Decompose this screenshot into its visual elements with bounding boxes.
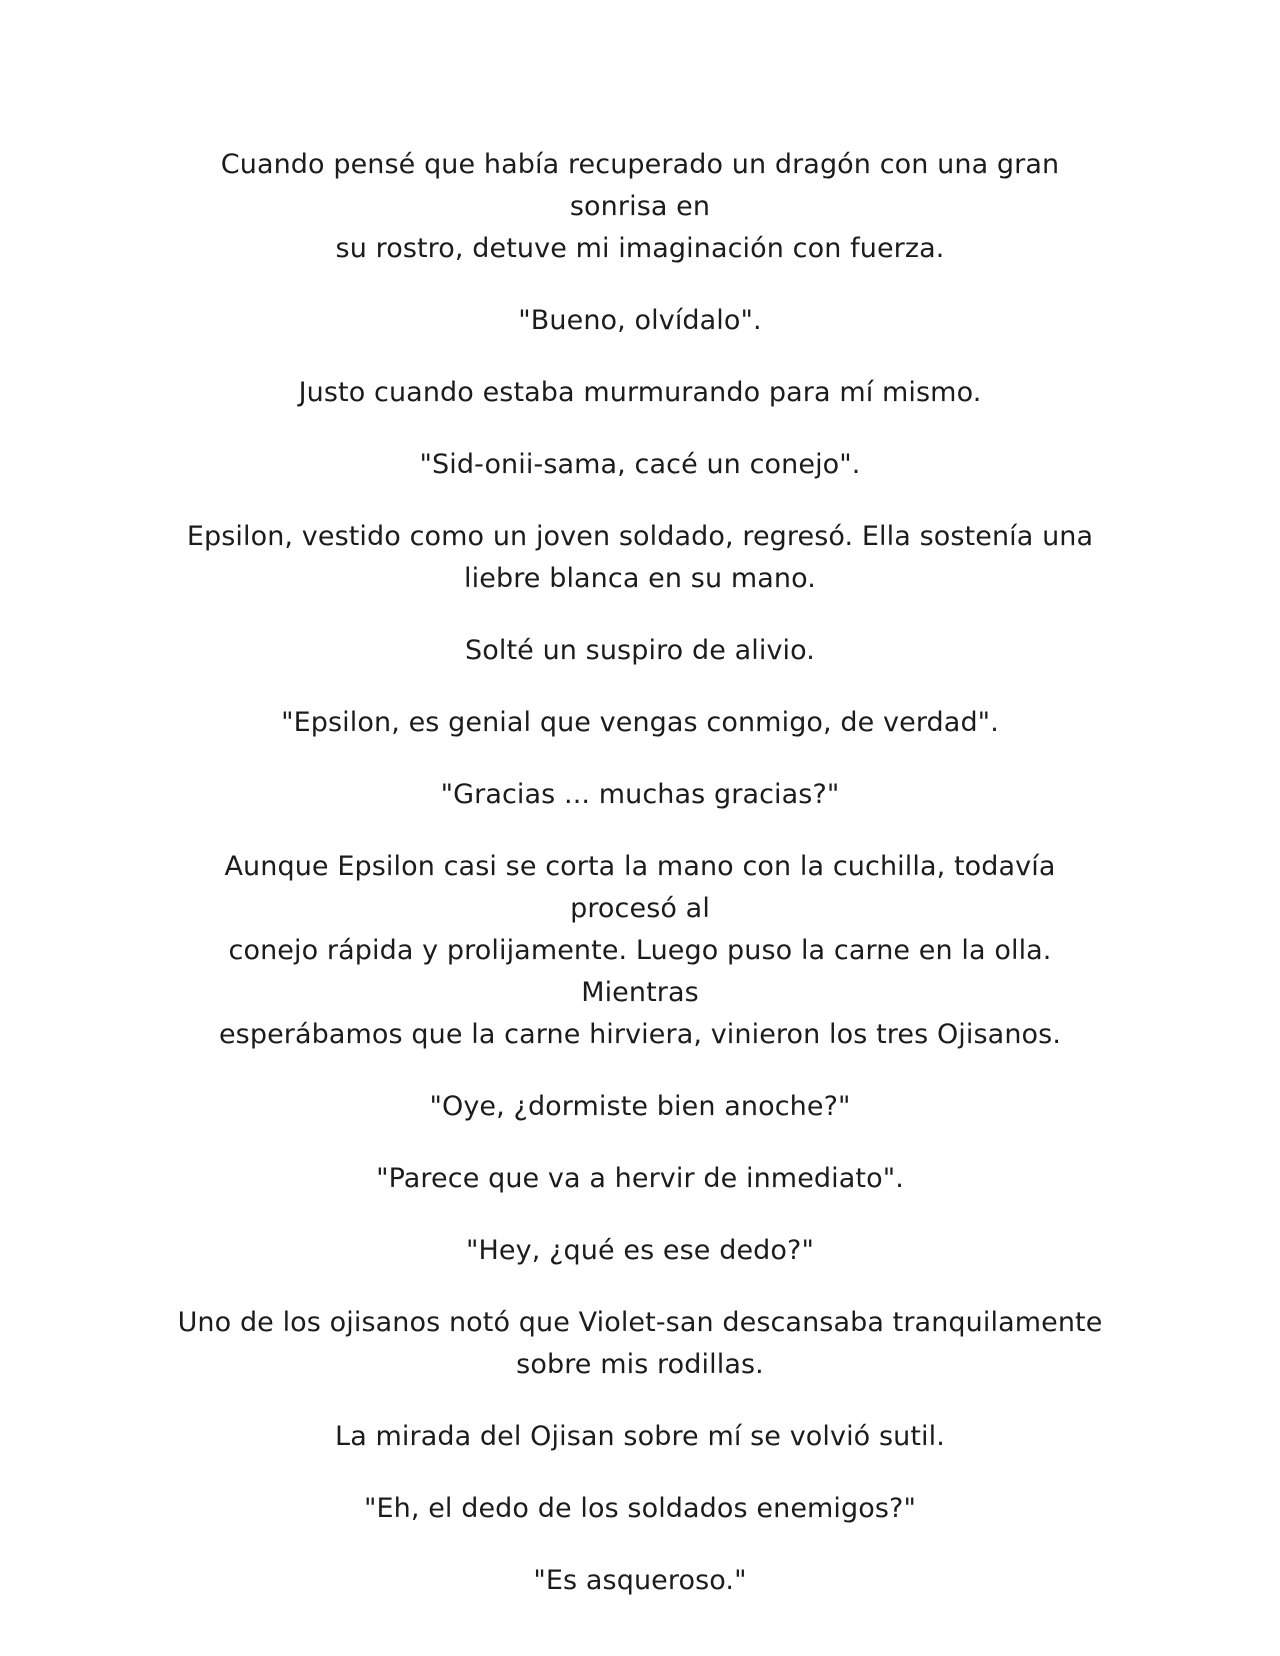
dialogue-line [170, 774, 1110, 816]
paragraph-line: "Hey, ¿qué es ese dedo?" [466, 1235, 814, 1266]
dialogue-line [170, 444, 1110, 486]
paragraph-line: "Epsilon, es genial que vengas conmigo, de verdad". [281, 707, 999, 738]
paragraph-line: "Bueno, olvídalo". [518, 305, 762, 336]
paragraph-line: Cuando pensé que había recuperado un dragón con una gran sonrisa en [220, 149, 1060, 222]
paragraph-line: conejo rápida y prolijamente. Luego puso la carne en la olla. Mientras [228, 935, 1052, 1008]
paragraph-line: "Eh, el dedo de los soldados enemigos?" [363, 1493, 917, 1524]
paragraph-line: liebre blanca en su mano. [464, 563, 816, 594]
dialogue-line [170, 1230, 1110, 1272]
paragraph-line: "Sid-onii-sama, cacé un conejo". [419, 449, 861, 480]
paragraph [170, 1416, 1110, 1458]
paragraph-line: su rostro, detuve mi imaginación con fuerza. [335, 233, 945, 264]
paragraph-line: La mirada del Ojisan sobre mí se volvió sutil. [335, 1421, 945, 1452]
paragraph-line: "Oye, ¿dormiste bien anoche?" [429, 1091, 851, 1122]
paragraph-line: Aunque Epsilon casi se corta la mano con la cuchilla, todavía procesó al [224, 851, 1056, 924]
paragraph [170, 630, 1110, 672]
paragraph [170, 1302, 1110, 1386]
paragraph-line: Uno de los ojisanos notó que Violet-san descansaba tranquilamente [177, 1307, 1103, 1338]
paragraph-line: Solté un suspiro de alivio. [465, 635, 815, 666]
paragraph-line: sobre mis rodillas. [516, 1349, 764, 1380]
paragraph-line: "Es asqueroso." [533, 1565, 747, 1596]
paragraph-line: esperábamos que la carne hirviera, vinieron los tres Ojisanos. [218, 1019, 1062, 1050]
paragraph [170, 144, 1110, 270]
paragraph [170, 372, 1110, 414]
dialogue-line [170, 1560, 1110, 1602]
paragraph-line: "Parece que va a hervir de inmediato". [376, 1163, 904, 1194]
dialogue-line [170, 702, 1110, 744]
dialogue-line [170, 1158, 1110, 1200]
paragraph-line: Epsilon, vestido como un joven soldado, regresó. Ella sostenía una [186, 521, 1094, 552]
document-body [170, 144, 1110, 1632]
paragraph-line: "Gracias ... muchas gracias?" [440, 779, 840, 810]
dialogue-line [170, 1488, 1110, 1530]
dialogue-line [170, 300, 1110, 342]
paragraph-line: Justo cuando estaba murmurando para mí mismo. [298, 377, 982, 408]
paragraph [170, 516, 1110, 600]
dialogue-line [170, 1086, 1110, 1128]
paragraph [170, 846, 1110, 1056]
